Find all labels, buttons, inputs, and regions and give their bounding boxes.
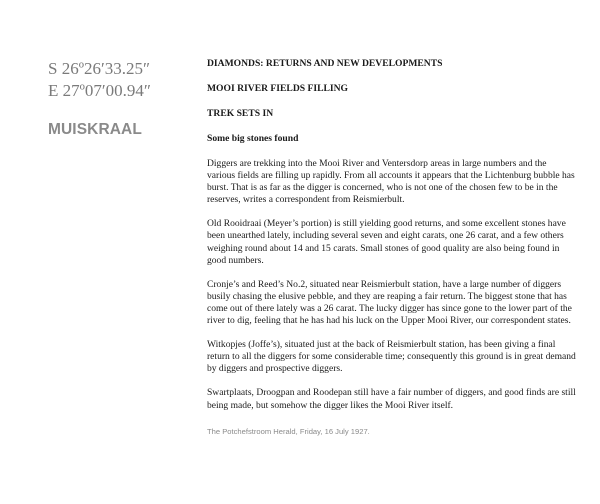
paragraph: Swartplaats, Droogpan and Roodepan still have a fair number of diggers, and good finds are still being made, but somehow the digger likes the Mooi River itself. bbox=[207, 387, 576, 411]
subheading: Some big stones found bbox=[207, 133, 299, 144]
location-panel bbox=[48, 58, 198, 139]
article bbox=[207, 58, 577, 436]
source-credit: The Potchefstroom Herald, Friday, 16 July 1927. bbox=[207, 426, 370, 436]
longitude: E 27º07′00.94″ bbox=[48, 81, 151, 100]
place-name: MUISKRAAL bbox=[48, 121, 142, 138]
paragraph: Old Rooidraai (Meyer’s portion) is still yielding good returns, and some excellent stones have been unearthed lately, including several seven and eight carats, one 26 carat, and a few others weighing round about 14 and 15 carats. Small stones of good quality are also being found in good numbers. bbox=[207, 218, 566, 266]
paragraph: Cronje’s and Reed’s No.2, situated near Reismierbult station, have a large number of diggers busily chasing the elusive pebble, and they are reaping a fair return. The biggest stone that has come out of there lately was a 26 carat. The lucky digger has since gone to the lower part of the river to dig, feeling that he has had his luck on the Upper Mooi River, our correspondent states. bbox=[207, 278, 572, 327]
headline-main: DIAMONDS: RETURNS AND NEW DEVELOPMENTS bbox=[207, 58, 443, 69]
headline-third: TREK SETS IN bbox=[207, 108, 274, 119]
headline-second: MOOI RIVER FIELDS FILLING bbox=[207, 83, 348, 94]
paragraph: Diggers are trekking into the Mooi River and Ventersdorp areas in large numbers and the various fields are filling up rapidly. From all accounts it appears that the Lichtenburg bubble has burst. That is as far as the digger is concerned, who is not one of the chosen few to be in the reserves, writes a correspondent from Reismierbult. bbox=[207, 158, 575, 206]
paragraph: Witkopjes (Joffe’s), situated just at the back of Reismierbult station, has been giving a final return to all the diggers for some considerable time; consequently this ground is in great demand by diggers and prospective diggers. bbox=[207, 339, 576, 375]
latitude: S 26º26′33.25″ bbox=[48, 59, 151, 78]
article-body bbox=[207, 158, 577, 412]
